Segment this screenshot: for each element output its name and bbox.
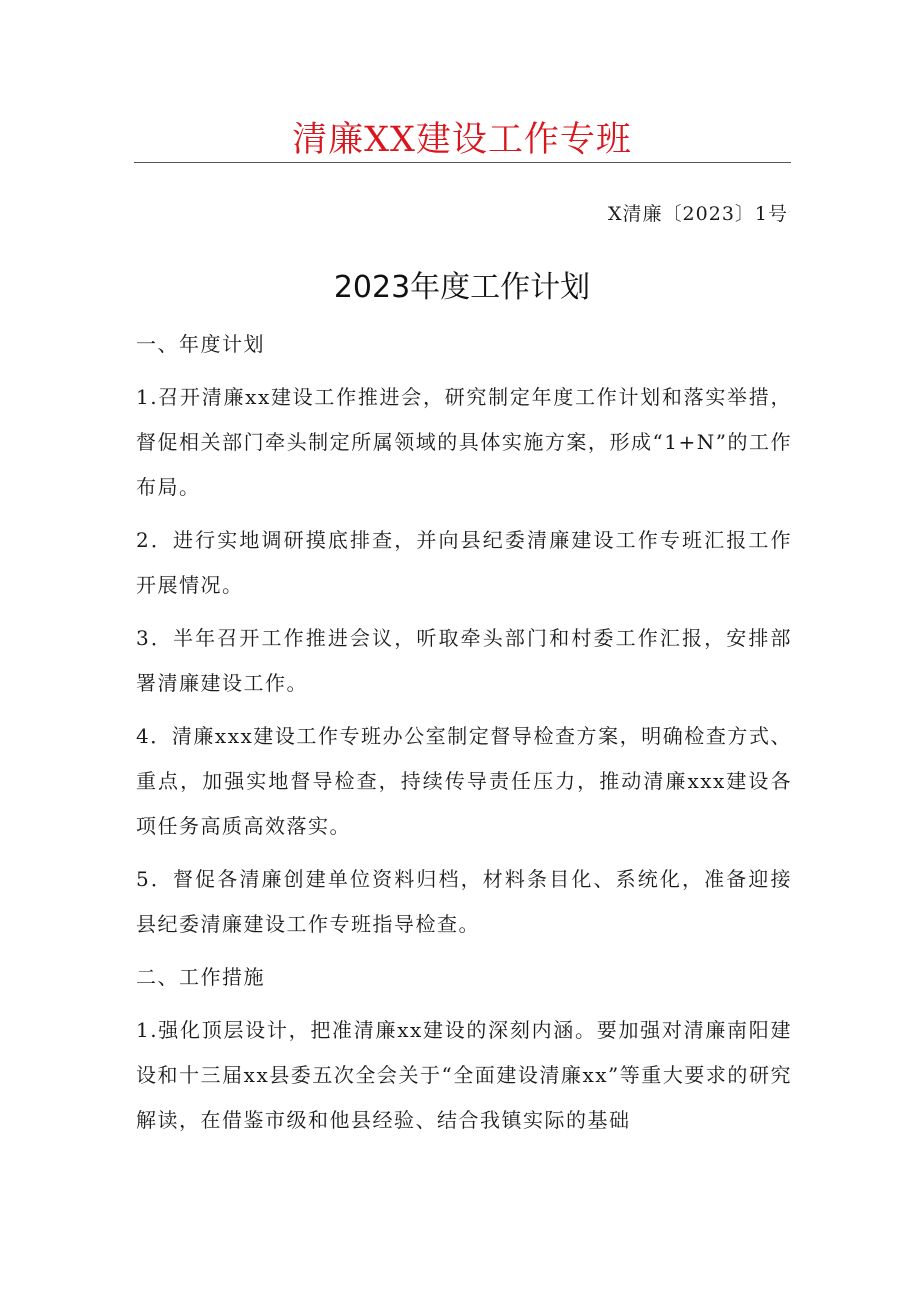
- measure-item-1: 1.强化顶层设计，把准清廉xx建设的深刻内涵。要加强对清廉南阳建设和十三届xx县委五次全会关于“全面建设清廉xx”等重大要求的研究解读，在借鉴市级和他县经验、结合我镇实际的基础: [136, 1018, 792, 1132]
- plan-item-1: 1.召开清廉xx建设工作推进会，研究制定年度工作计划和落实举措，督促相关部门牵头制定所属领域的具体实施方案，形成“1+N”的工作布局。: [136, 385, 792, 499]
- plan-item-5: 5．督促各清廉创建单位资料归档，材料条目化、系统化，准备迎接县纪委清廉建设工作专班指导检查。: [136, 867, 792, 936]
- plan-item-2: 2．进行实地调研摸底排查，并向县纪委清廉建设工作专班汇报工作开展情况。: [136, 528, 792, 597]
- section-heading-plan: 一、年度计划: [136, 332, 265, 356]
- document-body: [136, 322, 792, 1151]
- section-heading-measures: 二、工作措施: [136, 965, 265, 989]
- document-title: 2023年度工作计划: [333, 270, 591, 305]
- plan-item-4: 4．清廉xxx建设工作专班办公室制定督导检查方案，明确检查方式、重点，加强实地督导检查，持续传导责任压力，推动清廉xxx建设各项任务高质高效落实。: [136, 724, 792, 838]
- plan-item-3: 3．半年召开工作推进会议，听取牵头部门和村委工作汇报，安排部署清廉建设工作。: [136, 626, 792, 695]
- document-number: X清廉〔2023〕1号: [608, 203, 788, 225]
- header-divider: [134, 162, 791, 163]
- issuing-org-header: 清廉XX建设工作专班: [292, 120, 632, 160]
